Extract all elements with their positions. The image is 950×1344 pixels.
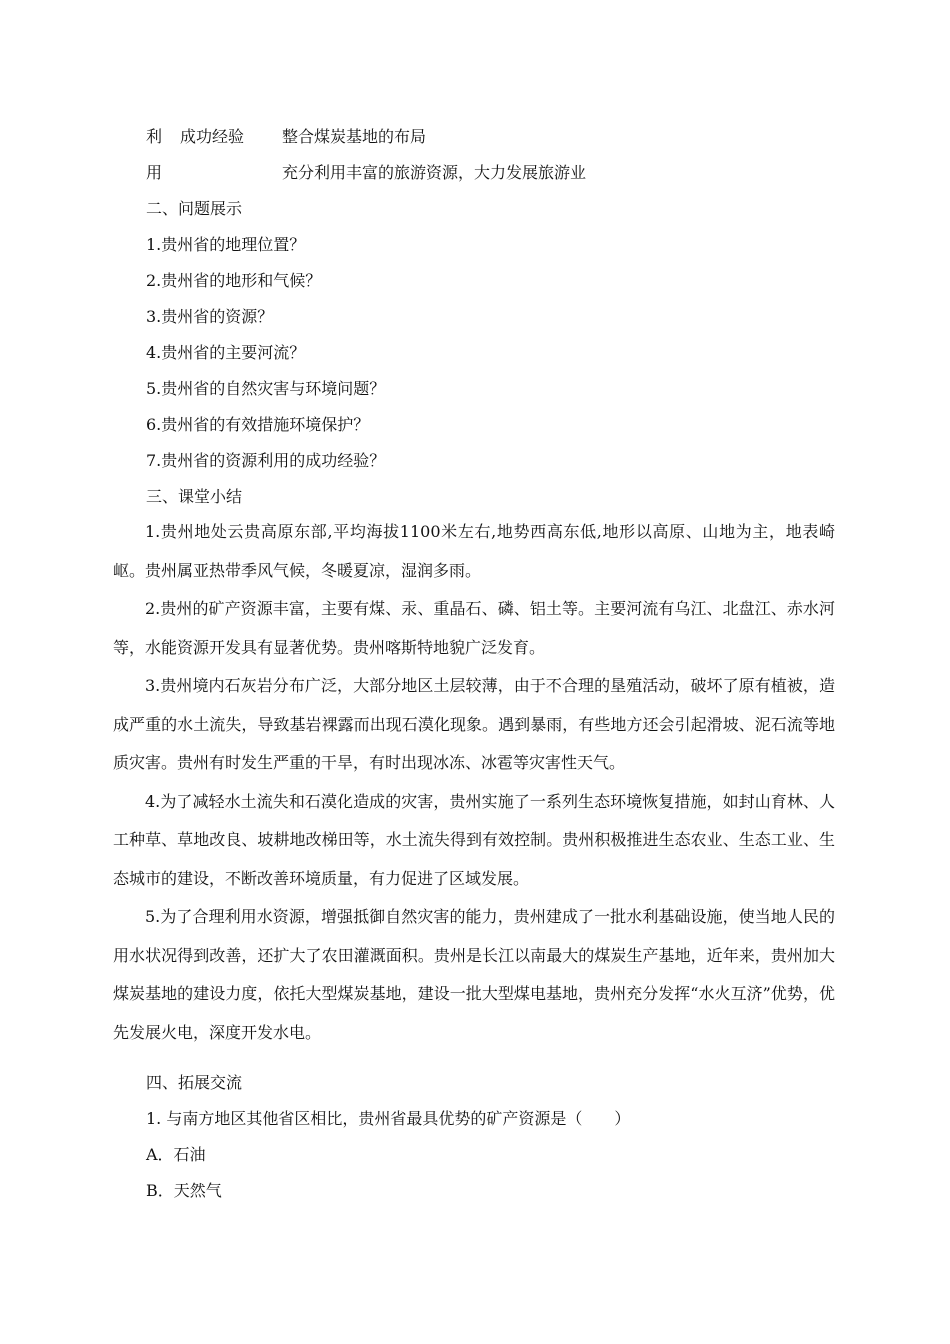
table-cell: [180, 159, 282, 195]
question-item: 5.贵州省的自然灾害与环境问题？: [146, 379, 386, 398]
document-content: [146, 123, 836, 519]
question-item: 1.贵州省的地理位置？: [146, 235, 306, 254]
section-heading: 三、课堂小结: [146, 487, 243, 506]
question-item: 7.贵州省的资源利用的成功经验？: [146, 451, 386, 470]
exercise-question: 1. 与南方地区其他省区相比，贵州省最具优势的矿产资源是（ ）: [146, 1109, 631, 1128]
summary-paragraph: 5.为了合理利用水资源，增强抵御自然灾害的能力，贵州建成了一批水利基础设施，使当地人民的用水状况得到改善，还扩大了农田灌溉面积。贵州是长江以南最大的煤炭生产基地，近年来，贵州加大煤炭基地的建设力度，依托大型煤炭基地，建设一批大型煤电基地，贵州充分发挥“水火互济”优势，优先发展火电，深度开发水电。: [113, 907, 835, 1042]
summary-paragraph: 2.贵州的矿产资源丰富，主要有煤、汞、重晶石、磷、铝土等。主要河流有乌江、北盘江、赤水河等，水能资源开发具有显著优势。贵州喀斯特地貌广泛发育。: [113, 599, 835, 657]
table-row: [146, 159, 836, 195]
extension-block: [146, 1069, 836, 1213]
question-item: 3.贵州省的资源？: [146, 307, 274, 326]
answer-option: B．天然气: [146, 1181, 222, 1200]
summary-paragraph: 3.贵州境内石灰岩分布广泛，大部分地区土层较薄，由于不合理的垦殖活动，破坏了原有植被，造成严重的水土流失，导致基岩裸露而出现石漠化现象。遇到暴雨，有些地方还会引起滑坡、泥石流等地质灾害。贵州有时发生严重的干旱，有时出现冰冻、冰雹等灾害性天气。: [113, 676, 835, 772]
summary-paragraph: 4.为了减轻水土流失和石漠化造成的灾害，贵州实施了一系列生态环境恢复措施，如封山育林、人工种草、草地改良、坡耕地改梯田等，水土流失得到有效控制。贵州积极推进生态农业、生态工业、生态城市的建设，不断改善环境质量，有力促进了区域发展。: [113, 791, 835, 888]
table-cell: 用: [146, 163, 163, 182]
summary-paragraph: 1.贵州地处云贵高原东部,平均海拔1100米左右,地势西高东低,地形以高原、山地为主，地表崎岖。贵州属亚热带季风气候，冬暖夏凉，湿润多雨。: [113, 522, 835, 580]
table-cell: 充分利用丰富的旅游资源，大力发展旅游业: [282, 163, 587, 182]
question-item: 2.贵州省的地形和气候？: [146, 271, 322, 290]
question-item: 6.贵州省的有效措施环境保护？: [146, 415, 370, 434]
table-cell: 利: [146, 127, 163, 146]
table-cell: 成功经验: [180, 127, 245, 146]
question-item: 4.贵州省的主要河流？: [146, 343, 306, 362]
section-heading: 四、拓展交流: [146, 1073, 243, 1092]
table-row: [146, 123, 836, 159]
section-heading: 二、问题展示: [146, 199, 243, 218]
answer-option: A．石油: [146, 1145, 206, 1164]
summary-block: [113, 513, 835, 1052]
table-cell: 整合煤炭基地的布局: [282, 127, 427, 146]
